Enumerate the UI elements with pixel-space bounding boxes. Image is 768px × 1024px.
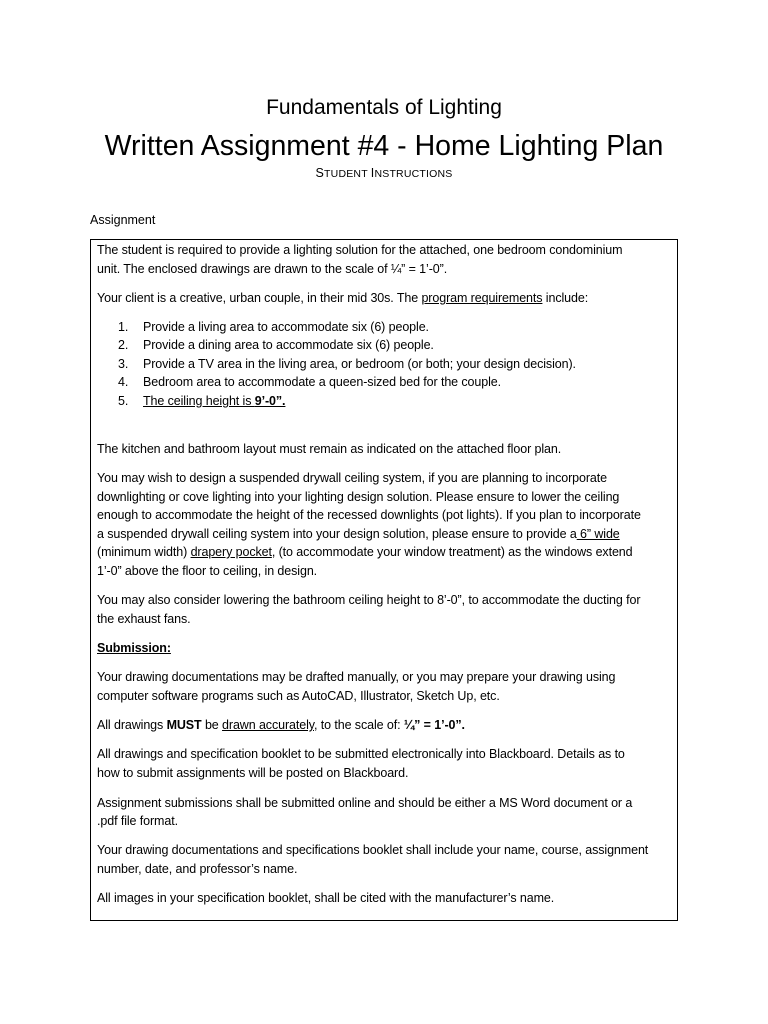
- blackboard-line-2: how to submit assignments will be posted on Blackboard.: [97, 766, 409, 780]
- client-paragraph: Your client is a creative, urban couple, in their mid 30s. The program requirements include:: [97, 291, 589, 305]
- assignment-title: Written Assignment #4 - Home Lighting Plan: [104, 130, 664, 162]
- manual-line-2: computer software programs such as AutoCAD, Illustrator, Sketch Up, etc.: [97, 689, 500, 703]
- requirement-item: 4. Bedroom area to accommodate a queen-sized bed for the couple.: [118, 375, 502, 389]
- drywall-line-1: You may wish to design a suspended drywall ceiling system, if you are planning to incorporate: [97, 471, 607, 485]
- include-line-1: Your drawing documentations and specifications booklet shall include your name, course, assignment: [97, 843, 649, 857]
- requirement-item: 5. The ceiling height is 9’-0”.: [118, 394, 286, 408]
- drywall-line-3: enough to accommodate the height of the recessed downlights (pot lights). If you plan to incorporate: [97, 508, 641, 522]
- include-line-2: number, date, and professor’s name.: [97, 862, 298, 876]
- manual-line-1: Your drawing documentations may be drafted manually, or you may prepare your drawing using: [97, 670, 616, 684]
- images-paragraph: All images in your specification booklet, shall be cited with the manufacturer’s name.: [97, 891, 555, 905]
- kitchen-paragraph: The kitchen and bathroom layout must remain as indicated on the attached floor plan.: [97, 442, 562, 456]
- course-title: Fundamentals of Lighting: [266, 96, 502, 119]
- document-subtitle: STUDENT INSTRUCTIONS: [315, 166, 453, 180]
- drywall-line-4: a suspended drywall ceiling system into your design solution, please ensure to provide a 6” wide: [97, 527, 620, 541]
- blackboard-line-1: All drawings and specification booklet to be submitted electronically into Blackboard. Details as to: [97, 747, 625, 761]
- bathroom-line-1: You may also consider lowering the bathroom ceiling height to 8’-0”, to accommodate the ducting for: [97, 593, 641, 607]
- program-requirements-text: program requirements: [421, 291, 543, 305]
- requirement-item: 3. Provide a TV area in the living area, or bedroom (or both; your design decision).: [118, 357, 576, 371]
- drywall-line-2: downlighting or cove lighting into your lighting design solution. Please ensure to lower the ceiling: [97, 490, 620, 504]
- section-label: Assignment: [90, 213, 156, 227]
- format-line-2: .pdf file format.: [97, 814, 178, 828]
- drywall-line-5: (minimum width) drapery pocket, (to accommodate your window treatment) as the windows extend: [97, 545, 633, 559]
- submission-heading: Submission:: [97, 641, 171, 655]
- requirement-item: 1. Provide a living area to accommodate six (6) people.: [118, 320, 429, 334]
- format-line-1: Assignment submissions shall be submitted online and should be either a MS Word document or a: [97, 796, 633, 810]
- intro-line-1: The student is required to provide a lighting solution for the attached, one bedroom condominium: [97, 243, 623, 257]
- bathroom-line-2: the exhaust fans.: [97, 612, 191, 626]
- requirement-item: 2. Provide a dining area to accommodate six (6) people.: [118, 338, 434, 352]
- accuracy-paragraph: All drawings MUST be drawn accurately, to the scale of: ¼” = 1’-0”.: [97, 718, 465, 732]
- intro-line-2: unit. The enclosed drawings are drawn to the scale of ¼” = 1’-0”.: [97, 262, 448, 276]
- drywall-line-6: 1’-0” above the floor to ceiling, in design.: [97, 564, 318, 578]
